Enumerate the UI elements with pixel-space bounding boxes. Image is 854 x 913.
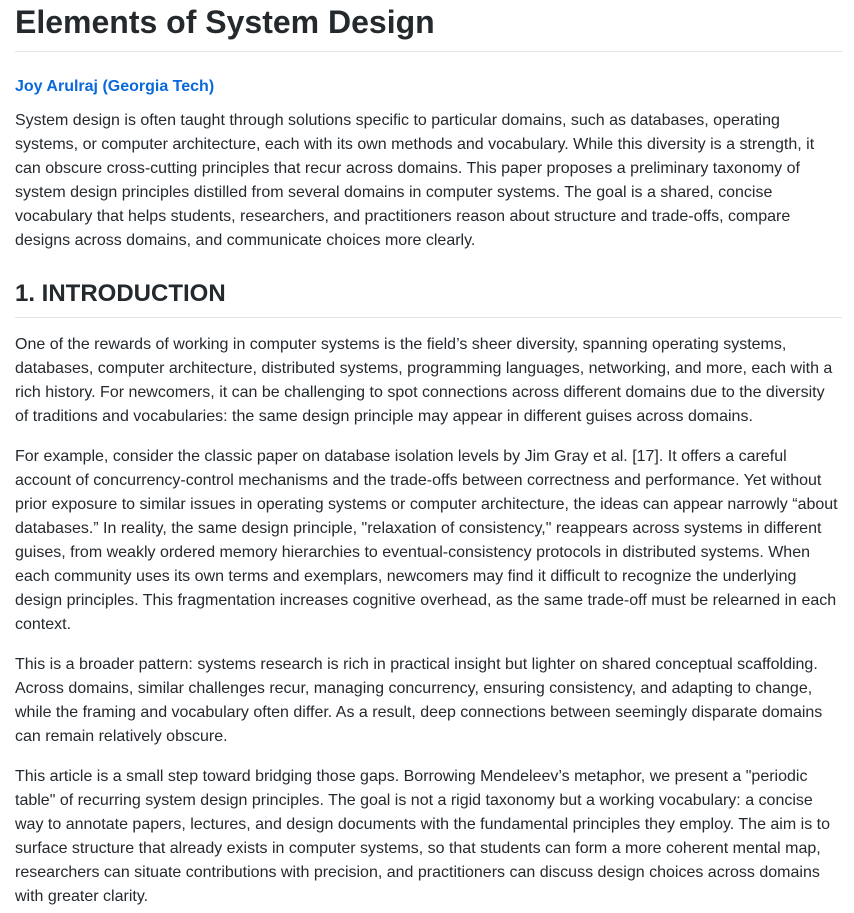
intro-paragraph-1: One of the rewards of working in computer systems is the field’s sheer diversity, spanning operating systems, databases, computer architecture, distributed systems, programming languages, networking, and more, each with a rich history. For newcomers, it can be challenging to spot connections across different domains due to the diversity of traditions and vocabularies: the same design principle may appear in different guises across domains. [15, 336, 833, 425]
paper-title: Elements of System Design [15, 4, 435, 40]
author-link[interactable]: Joy Arulraj (Georgia Tech) [15, 78, 215, 95]
title-divider [15, 51, 842, 52]
intro-paragraph-4: This article is a small step toward bridging those gaps. Borrowing Mendeleev’s metaphor, we present a "periodic table" of recurring system design principles. The goal is not a rigid taxonomy but a working vocabulary: a concise way to annotate papers, lectures, and design documents with the fundamental principles they employ. The aim is to surface structure that already exists in computer systems, so that students can form a more coherent mental map, researchers can situate contributions with precision, and practitioners can discuss design choices across domains with greater clarity. [15, 768, 830, 905]
intro-paragraph-2: For example, consider the classic paper on database isolation levels by Jim Gray et al. [17]. It offers a careful account of concurrency-control mechanisms and the trade-offs between correctness and performance. Yet without prior exposure to similar issues in operating systems or computer architecture, the ideas can appear narrowly “about databases.” In reality, the same design principle, "relaxation of consistency," reappears across systems in different guises, from weakly ordered memory hierarchies to eventual-consistency protocols in distributed systems. When each community uses its own terms and exemplars, newcomers may find it difficult to recognize the underlying design principles. This fragmentation increases cognitive overhead, as the same trade-off must be relearned in each context. [15, 448, 838, 633]
section-divider [15, 317, 842, 318]
intro-paragraph-3: This is a broader pattern: systems research is rich in practical insight but lighter on shared conceptual scaffolding. Across domains, similar challenges recur, managing concurrency, ensuring consistency, and adapting to change, while the framing and vocabulary often differ. As a result, deep connections between seemingly disparate domains can remain relatively obscure. [15, 656, 823, 745]
section-heading-introduction: 1. INTRODUCTION [15, 280, 226, 307]
abstract-paragraph: System design is often taught through solutions specific to particular domains, such as databases, operating systems, or computer architecture, each with its own methods and vocabulary. While this diversity is a strength, it can obscure cross-cutting principles that recur across domains. This paper proposes a preliminary taxonomy of system design principles distilled from several domains in computer systems. The goal is a shared, concise vocabulary that helps students, researchers, and practitioners reason about structure and trade-offs, compare designs across domains, and communicate choices more clearly. [15, 112, 815, 249]
